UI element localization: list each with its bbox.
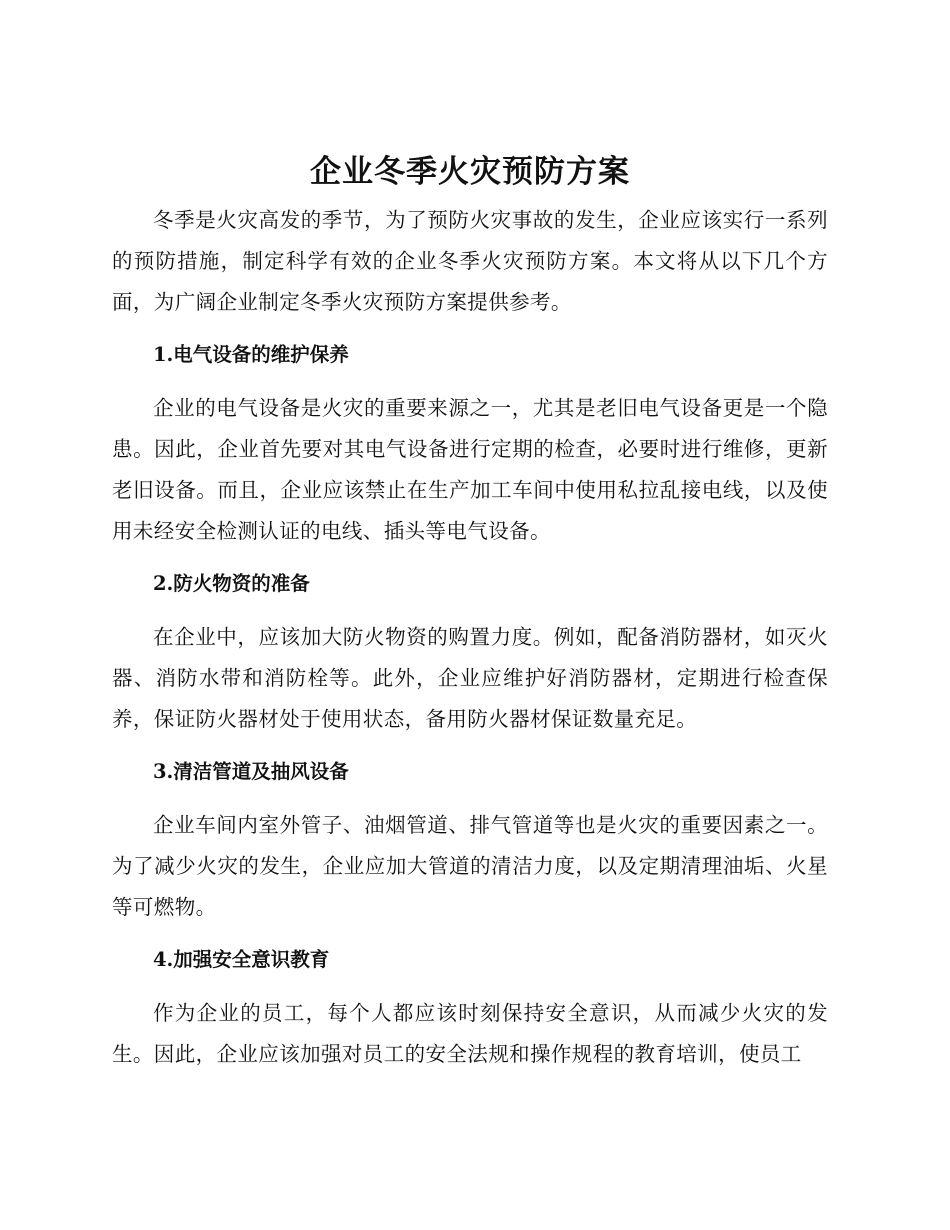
section-heading-3: 3.清洁管道及抽风设备	[152, 760, 349, 783]
section-body-2: 在企业中，应该加大防火物资的购置力度。例如，配备消防器材，如灭火器、消防水带和消防栓等。此外，企业应维护好消防器材，定期进行检查保养，保证防火器材处于使用状态，备用防火器材保证数量充足。	[112, 625, 828, 731]
section-body-1: 企业的电气设备是火灾的重要来源之一，尤其是老旧电气设备更是一个隐患。因此，企业首先要对其电气设备进行定期的检查，必要时进行维修，更新老旧设备。而且，企业应该禁止在生产加工车间中使用私拉乱接电线，以及使用未经安全检测认证的电线、插头等电气设备。	[112, 396, 828, 543]
section-heading-1: 1.电气设备的维护保养	[152, 343, 349, 366]
document-page	[112, 148, 828, 1075]
section-body-4: 作为企业的员工，每个人都应该时刻保持安全意识，从而减少火灾的发生。因此，企业应该加强对员工的安全法规和操作规程的教育培训，使员工	[112, 1001, 828, 1066]
intro-paragraph: 冬季是火灾高发的季节，为了预防火灾事故的发生，企业应该实行一系列的预防措施，制定科学有效的企业冬季火灾预防方案。本文将从以下几个方面，为广阔企业制定冬季火灾预防方案提供参考。	[112, 208, 828, 314]
section-heading-2: 2.防火物资的准备	[152, 572, 310, 595]
section-body-3: 企业车间内室外管子、油烟管道、排气管道等也是火灾的重要因素之一。为了减少火灾的发生，企业应加大管道的清洁力度，以及定期清理油垢、火星等可燃物。	[112, 813, 828, 919]
document-title: 企业冬季火灾预防方案	[310, 154, 630, 190]
section-heading-4: 4.加强安全意识教育	[152, 948, 330, 971]
